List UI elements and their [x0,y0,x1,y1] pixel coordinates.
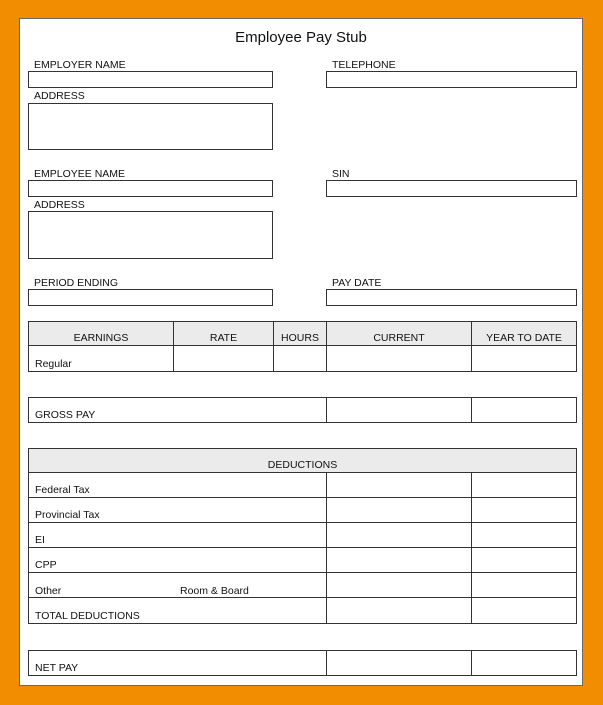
earnings-header: EARNINGS [73,332,129,344]
total-deductions-label: TOTAL DEDUCTIONS [35,610,140,622]
gross-pay-ytd-field[interactable] [471,397,577,423]
other-label: Other [35,585,62,597]
cpp-label: CPP [35,559,57,571]
provincial-tax-label: Provincial Tax [35,509,100,521]
provincial-tax-ytd-field[interactable] [471,497,577,523]
regular-current-field[interactable] [326,345,472,372]
regular-label: Regular [35,358,72,370]
period-ending-field[interactable] [28,289,273,306]
cpp-ytd-field[interactable] [471,547,577,573]
rate-header: RATE [209,332,238,344]
employer-name-field[interactable] [28,71,273,88]
net-pay-label-cell [28,650,327,676]
gross-pay-label: GROSS PAY [35,409,96,421]
other-current-field[interactable] [326,572,472,598]
period-ending-label: PERIOD ENDING [34,277,119,289]
current-header-cell [326,321,472,346]
cpp-label-cell [28,547,327,573]
total-deductions-label-cell [28,597,327,624]
telephone-label: TELEPHONE [332,59,396,71]
gross-pay-current-field[interactable] [326,397,472,423]
regular-hours-field[interactable] [273,345,327,372]
ytd-header: YEAR TO DATE [486,332,562,344]
regular-rate-field[interactable] [173,345,274,372]
provincial-tax-label-cell [28,497,327,523]
employer-address-label: ADDRESS [34,90,85,102]
federal-tax-label: Federal Tax [35,484,90,496]
ei-label-cell [28,522,327,548]
ei-ytd-field[interactable] [471,522,577,548]
page-title: Employee Pay Stub [235,29,367,46]
federal-tax-ytd-field[interactable] [471,472,577,498]
gross-pay-label-cell [28,397,327,423]
pay-date-field[interactable] [326,289,577,306]
pay-stub-sheet [19,18,583,686]
hours-header: HOURS [281,332,319,344]
employee-name-label: EMPLOYEE NAME [34,168,126,180]
deductions-header-cell [28,448,577,473]
federal-tax-current-field[interactable] [326,472,472,498]
earnings-table [28,321,577,372]
employee-address-field[interactable] [28,211,273,259]
room-board-label: Room & Board [180,585,249,597]
deductions-table [28,448,577,625]
rate-header-cell [173,321,274,346]
hours-header-cell [273,321,327,346]
other-ytd-field[interactable] [471,572,577,598]
earnings-header-cell [28,321,174,346]
current-header: CURRENT [373,332,425,344]
total-deductions-ytd-field[interactable] [471,597,577,624]
net-pay-ytd-field[interactable] [471,650,577,676]
other-label-cell [28,572,327,598]
net-pay-label: NET PAY [35,662,79,674]
ei-label: EI [35,534,45,546]
telephone-field[interactable] [326,71,577,88]
employee-address-label: ADDRESS [34,199,85,211]
employee-name-field[interactable] [28,180,273,197]
sin-field[interactable] [326,180,577,197]
cpp-current-field[interactable] [326,547,472,573]
ei-current-field[interactable] [326,522,472,548]
provincial-tax-current-field[interactable] [326,497,472,523]
net-pay-current-field[interactable] [326,650,472,676]
ytd-header-cell [471,321,577,346]
deductions-header: DEDUCTIONS [267,459,338,471]
federal-tax-label-cell [28,472,327,498]
total-deductions-current-field[interactable] [326,597,472,624]
regular-label-cell [28,345,174,372]
sin-label: SIN [332,168,350,180]
pay-date-label: PAY DATE [332,277,382,289]
employer-name-label: EMPLOYER NAME [34,59,126,71]
employer-address-field[interactable] [28,103,273,150]
regular-ytd-field[interactable] [471,345,577,372]
